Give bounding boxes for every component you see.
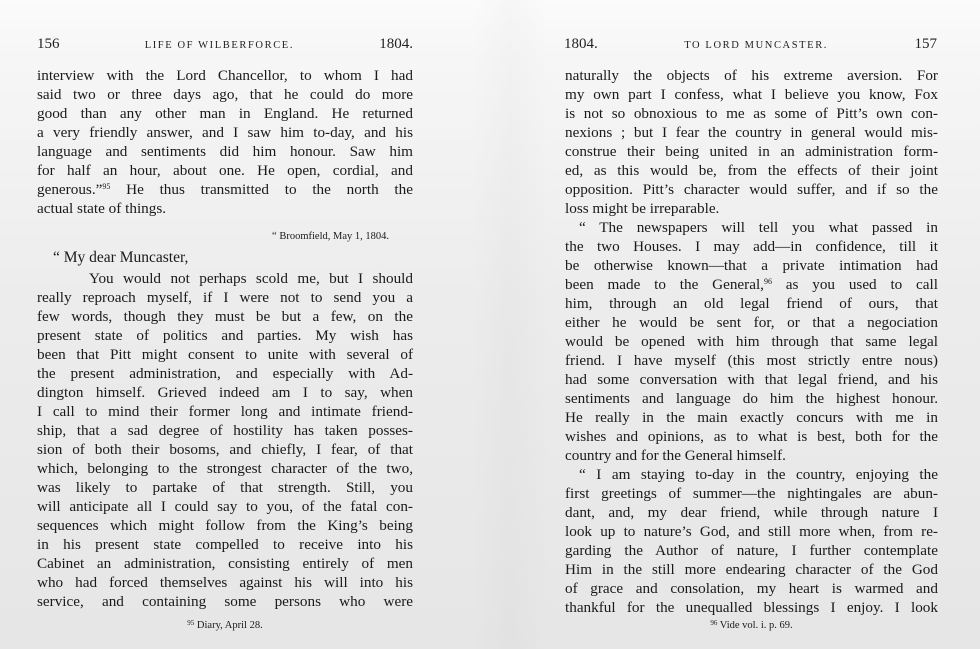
text-line: opposition. Pitt’s character would suffer, and if so the bbox=[565, 181, 938, 198]
text-line: ship, that a sad degree of hostility has taken posses- bbox=[37, 422, 413, 439]
text-line: dant, and, my dear friend, while through nature I bbox=[565, 504, 938, 521]
text-line: wishes and opinions, as to what is best, both for the bbox=[565, 428, 938, 445]
text-line: I call to mind their former long and intimate friend- bbox=[37, 403, 413, 420]
text-line: my own part I confess, what I believe you know, Fox bbox=[565, 86, 938, 103]
footnote-ref: 96 bbox=[763, 277, 772, 286]
text-line: who had forced themselves against his will into his bbox=[37, 574, 413, 591]
footnote-text: Diary, April 28. bbox=[194, 620, 263, 631]
text-line: been that Pitt might consent to unite with several of bbox=[37, 346, 413, 363]
text-line: is not so obnoxious to me as some of Pitt’s own con- bbox=[565, 105, 938, 122]
right-running-head bbox=[564, 36, 937, 53]
text-line: garding the Author of nature, I further contemplate bbox=[565, 542, 938, 559]
text-line: the present administration, and especially with Ad- bbox=[37, 365, 413, 382]
text-line: language and sentiments did him honour. Saw him bbox=[37, 143, 413, 160]
text-line: sion of both their bosoms, and chiefly, I fear, of that bbox=[37, 441, 413, 458]
text-line: country and for the General himself. bbox=[565, 447, 786, 464]
text-line: for half an hour, about one. He open, cordial, and bbox=[37, 162, 413, 179]
text-line: would be opened with him through that same legal bbox=[565, 333, 938, 350]
footnote-ref: 95 bbox=[102, 182, 111, 191]
text-line: actual state of things. bbox=[37, 200, 167, 217]
text-line: nexions ; but I fear the country in general would mis- bbox=[565, 124, 938, 141]
text-line: of grace and consolation, my heart is warmed and bbox=[565, 580, 938, 597]
text-line: loss might be irreparable. bbox=[565, 200, 720, 217]
text-line: friend. I have myself (this most strictly entre nous) bbox=[565, 352, 938, 369]
text-line: Cabinet an administration, consisting entirely of men bbox=[37, 555, 413, 572]
text-line: thankful for the unequalled blessings I enjoy. I look bbox=[565, 599, 938, 616]
text-line: “ The newspapers will tell you what passed in bbox=[579, 219, 938, 236]
text-fragment: He thus transmitted to the north the bbox=[110, 181, 413, 198]
text-line: which, belonging to the strongest character of the two, bbox=[37, 460, 413, 477]
text-line: dington himself. Grieved indeed am I to say, when bbox=[37, 384, 413, 401]
running-year: 1804. bbox=[379, 36, 413, 52]
text-line: interview with the Lord Chancellor, to whom I had bbox=[37, 67, 413, 84]
text-fragment: as you used to call bbox=[771, 276, 938, 293]
text-line: really reproach myself, if I were not to send you a bbox=[37, 289, 413, 306]
text-line: sequences which might follow from the King’s being bbox=[37, 517, 413, 534]
text-line: first greetings of summer—the nightingales are abun- bbox=[565, 485, 938, 502]
running-year: 1804. bbox=[564, 36, 598, 52]
text-line: a very friendly answer, and I saw him to-day, and his bbox=[37, 124, 413, 141]
running-title: LIFE OF WILBERFORCE. bbox=[144, 40, 295, 51]
text-line: construe their being united in an administration form- bbox=[565, 143, 938, 160]
text-line-with-footnote-ref bbox=[565, 275, 938, 294]
left-page-body bbox=[37, 66, 413, 611]
text-line-with-footnote-ref bbox=[37, 180, 413, 199]
text-line: good than any other man in England. He returned bbox=[37, 105, 413, 122]
text-line: present state of politics and parties. My wish has bbox=[37, 327, 413, 344]
text-line: Him in the still more endearing character of the God bbox=[565, 561, 938, 578]
text-line: was likely to partake of that strength. Still, you bbox=[37, 479, 413, 496]
text-line: “ I am staying to-day in the country, enjoying the bbox=[579, 466, 938, 483]
footnote-number: 95 bbox=[187, 619, 195, 627]
text-line: sentiments and language do him the highest honour. bbox=[565, 390, 938, 407]
text-line: naturally the objects of his extreme aversion. For bbox=[565, 67, 938, 84]
text-line: service, and containing some persons who were bbox=[37, 593, 413, 610]
text-line: be otherwise known—that a private intimation had bbox=[565, 257, 938, 274]
text-line: in his present state compelled to receive into his bbox=[37, 536, 413, 553]
right-page-body bbox=[565, 66, 938, 617]
text-line: will anticipate all I could say to you, of the fatal con- bbox=[37, 498, 413, 515]
letter-salutation: “ My dear Muncaster, bbox=[53, 249, 189, 266]
right-page bbox=[490, 0, 980, 649]
running-title: TO LORD MUNCASTER. bbox=[684, 40, 829, 51]
text-line: him, through an old legal friend of ours, that bbox=[565, 295, 938, 312]
letter-dateline: “ Broomfield, May 1, 1804. bbox=[272, 231, 389, 242]
text-line: He really in the main exactly concurs with me in bbox=[565, 409, 938, 426]
left-running-head bbox=[37, 36, 413, 53]
text-fragment: been made to the General, bbox=[565, 276, 764, 293]
text-line: said two or three days ago, that he could do more bbox=[37, 86, 413, 103]
page-number: 156 bbox=[37, 36, 60, 52]
text-line: look up to nature’s God, and still more when, from re- bbox=[565, 523, 938, 540]
text-line: either he would be sent for, or that a negociation bbox=[565, 314, 938, 331]
text-line: few words, though they must be but a few, on the bbox=[37, 308, 413, 325]
text-fragment: generous.” bbox=[37, 181, 103, 198]
right-footnote bbox=[565, 620, 938, 631]
text-line: You would not perhaps scold me, but I should bbox=[89, 270, 413, 287]
footnote-number: 96 bbox=[710, 619, 718, 627]
left-footnote bbox=[37, 620, 413, 631]
footnote-text: Vide vol. i. p. 69. bbox=[717, 620, 793, 631]
text-line: the two Houses. I may add—in confidence, till it bbox=[565, 238, 938, 255]
text-line: ed, as this would be, from the effects of their joint bbox=[565, 162, 938, 179]
text-line: had some conversation with that legal friend, and his bbox=[565, 371, 938, 388]
page-number: 157 bbox=[914, 36, 937, 52]
